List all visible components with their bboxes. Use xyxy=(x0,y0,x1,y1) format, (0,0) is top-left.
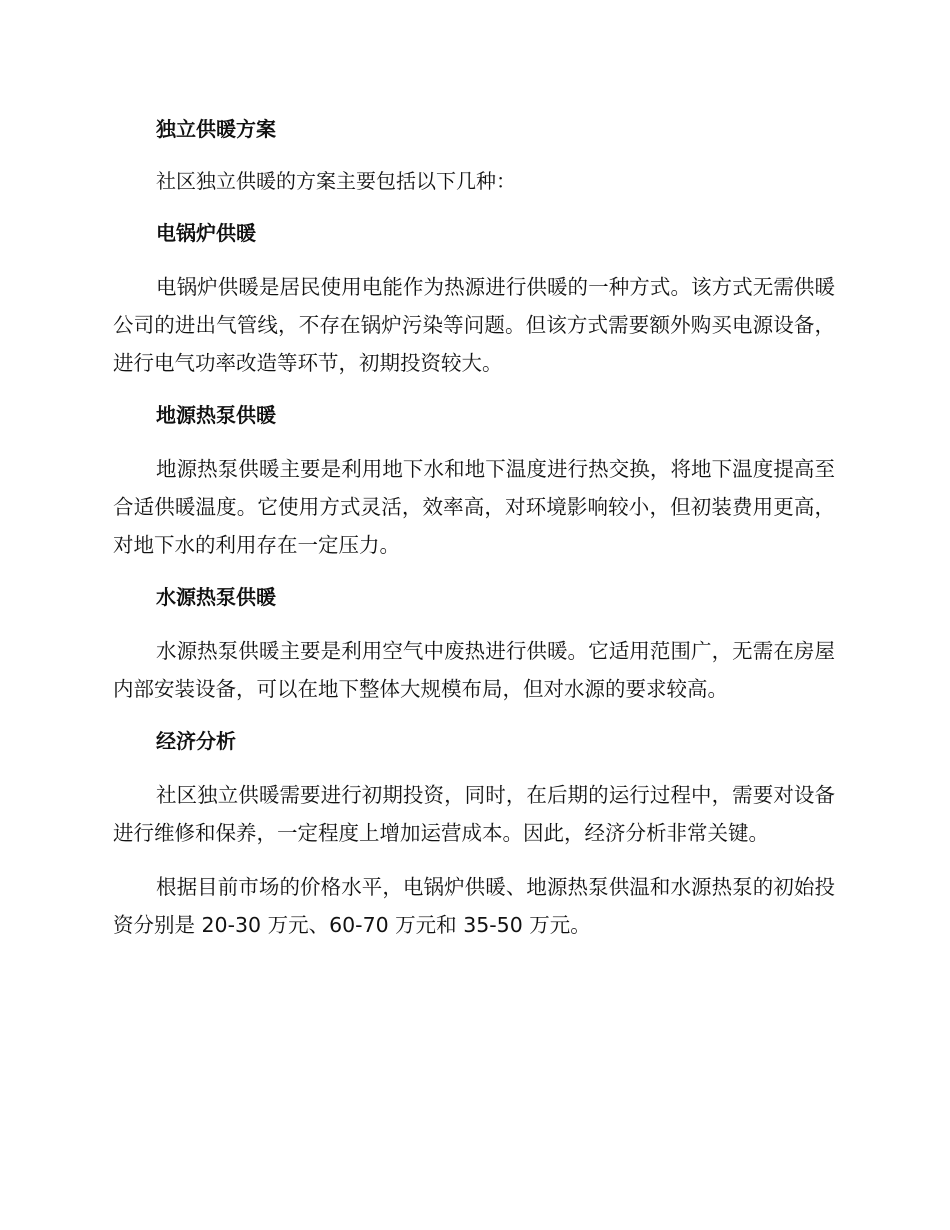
section-heading-electric-boiler: 电锅炉供暖 xyxy=(156,221,256,245)
section-paragraph-water-source-heat-pump: 水源热泵供暖主要是利用空气中废热进行供暖。它适用范围广，无需在房屋内部安装设备，可以在地下整体大规模布局，但对水源的要求较高。 xyxy=(113,639,835,701)
section-paragraph-economic-analysis-1: 社区独立供暖需要进行初期投资，同时，在后期的运行过程中，需要对设备进行维修和保养，一定程度上增加运营成本。因此，经济分析非常关键。 xyxy=(113,783,835,845)
document-body xyxy=(113,112,835,960)
document-title: 独立供暖方案 xyxy=(156,117,276,141)
section-heading-water-source-heat-pump: 水源热泵供暖 xyxy=(156,585,276,609)
section-heading-economic-analysis: 经济分析 xyxy=(156,729,236,753)
section-paragraph-electric-boiler: 电锅炉供暖是居民使用电能作为热源进行供暖的一种方式。该方式无需供暖公司的进出气管线，不存在锅炉污染等问题。但该方式需要额外购买电源设备，进行电气功率改造等环节，初期投资较大。 xyxy=(113,275,835,375)
section-paragraph-economic-analysis-2: 根据目前市场的价格水平，电锅炉供暖、地源热泵供温和水源热泵的初始投资分别是 20-30 万元、60-70 万元和 35-50 万元。 xyxy=(113,875,835,937)
intro-paragraph: 社区独立供暖的方案主要包括以下几种： xyxy=(156,169,516,193)
section-paragraph-ground-source-heat-pump: 地源热泵供暖主要是利用地下水和地下温度进行热交换，将地下温度提高至合适供暖温度。它使用方式灵活，效率高，对环境影响较小，但初装费用更高，对地下水的利用存在一定压力。 xyxy=(113,457,835,557)
section-heading-ground-source-heat-pump: 地源热泵供暖 xyxy=(156,403,276,427)
